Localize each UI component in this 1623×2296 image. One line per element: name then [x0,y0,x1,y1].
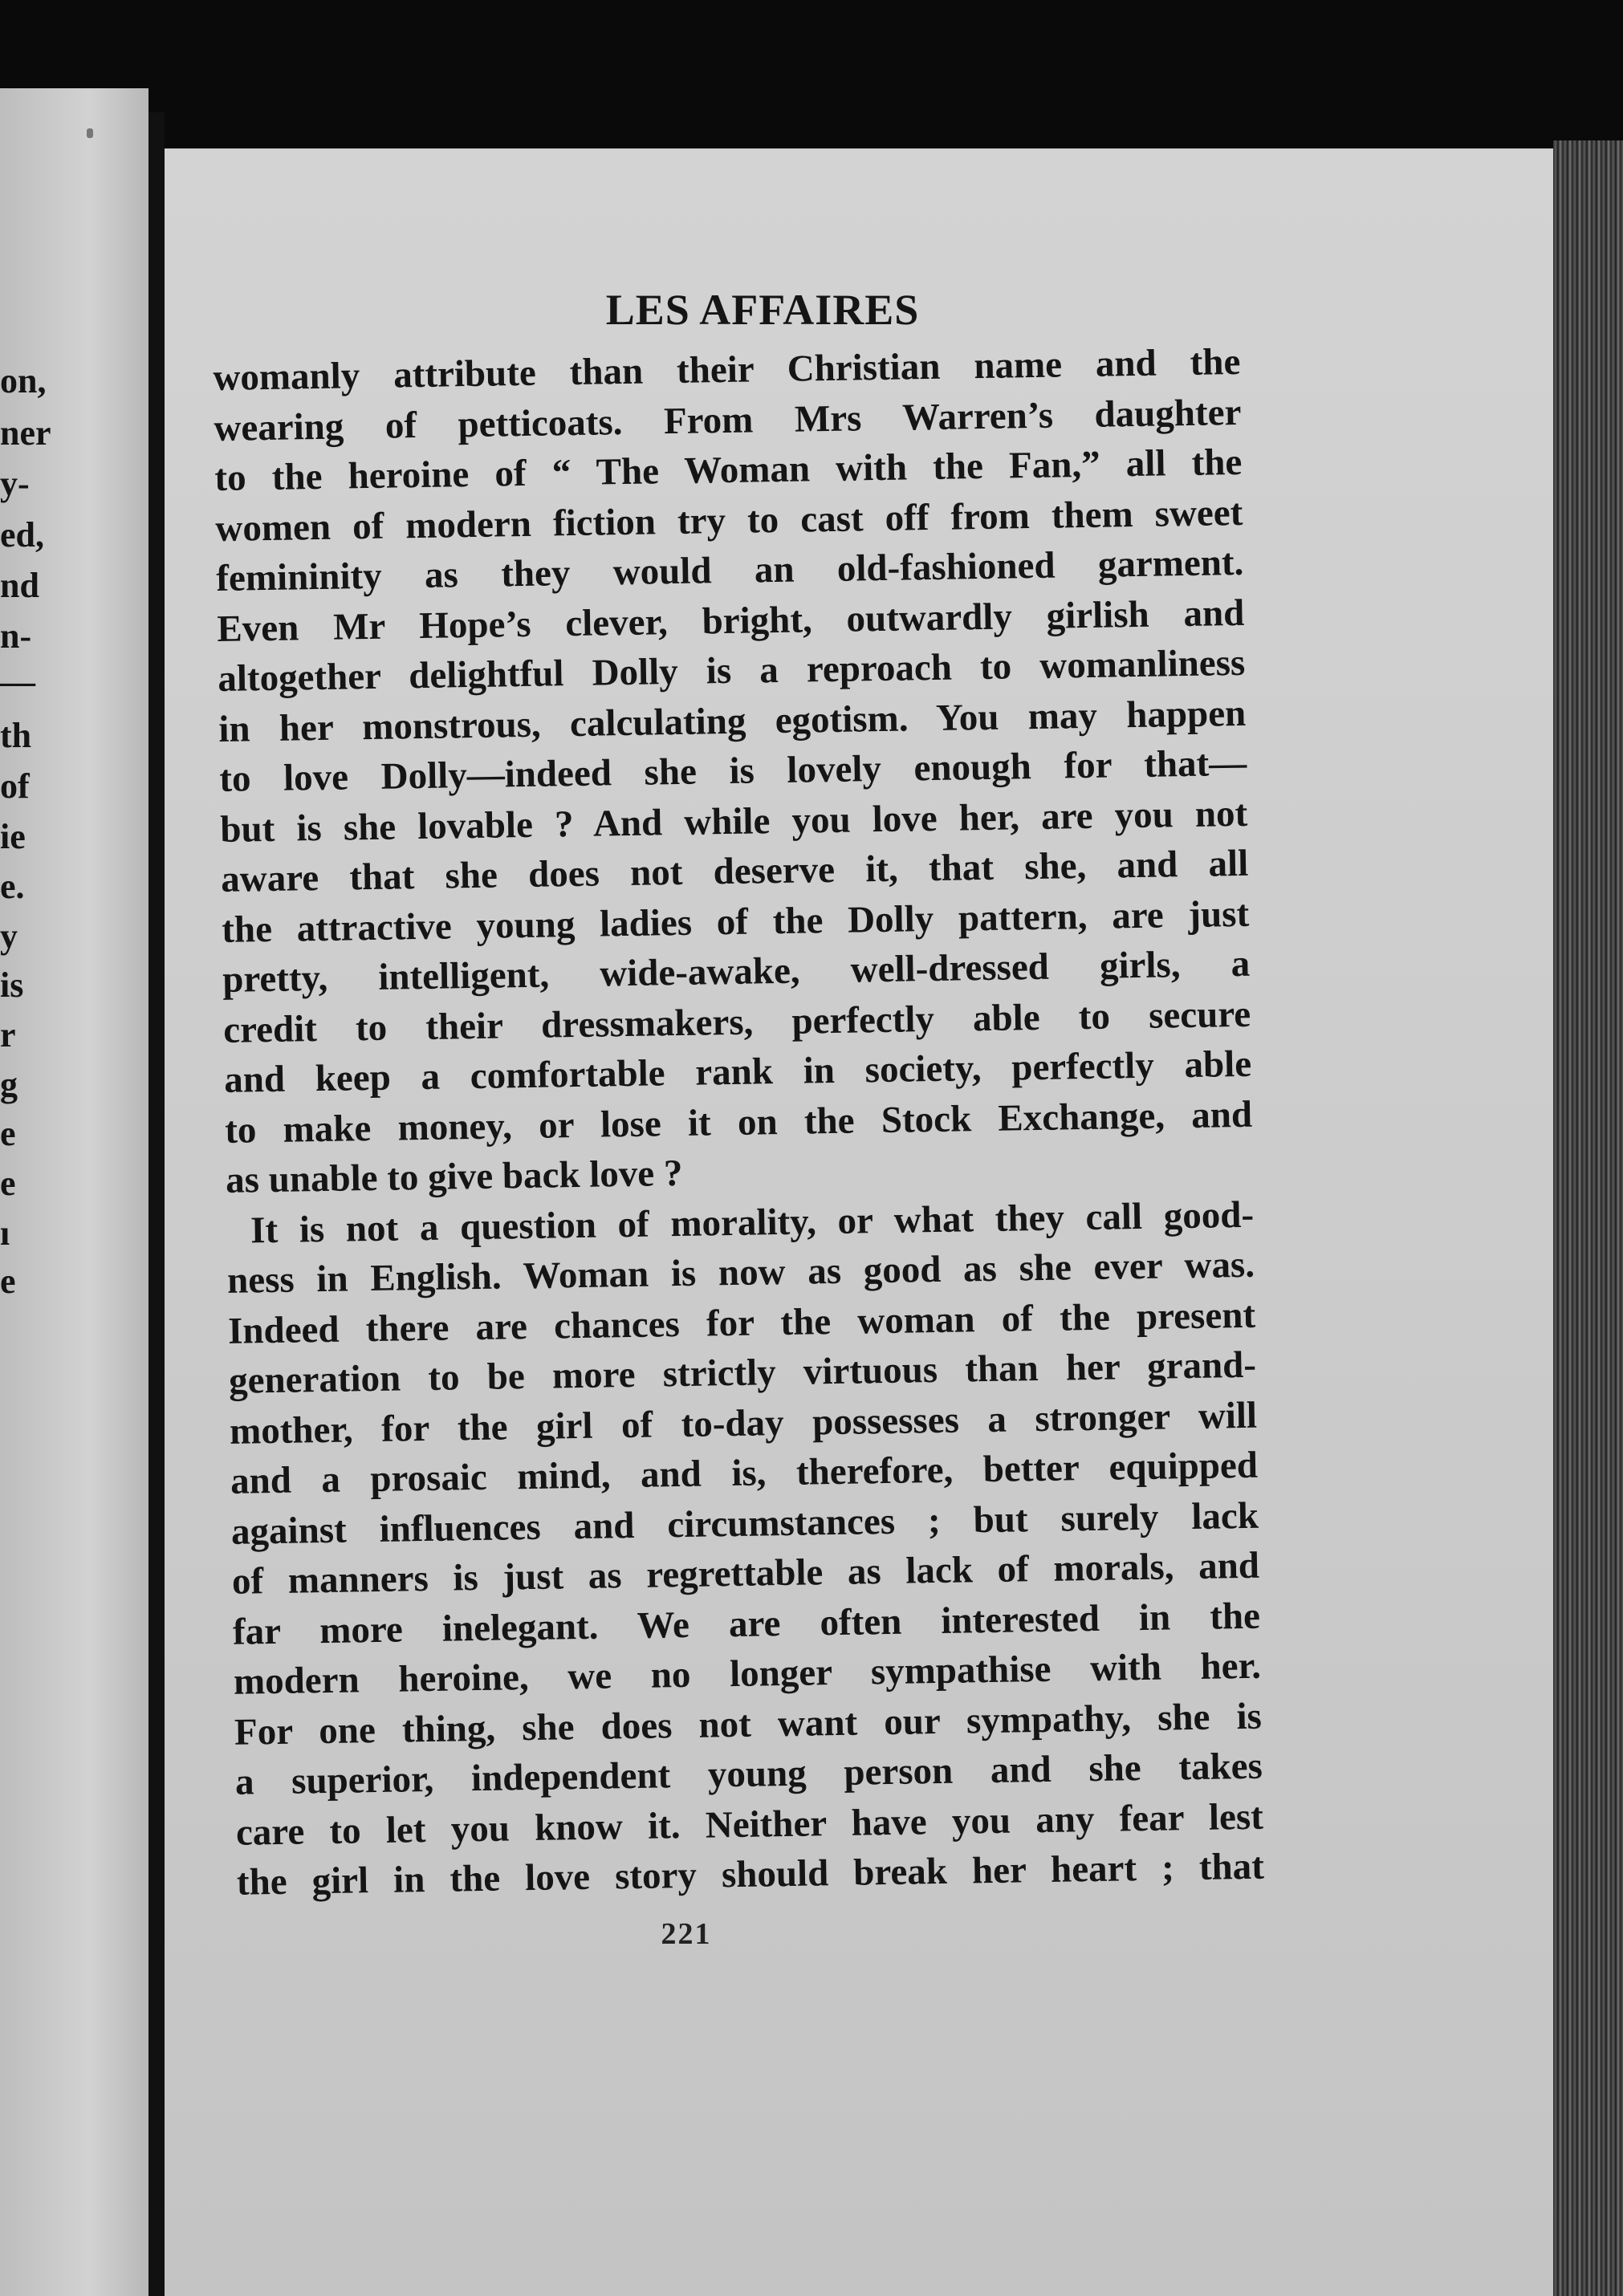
text-line: the attractive young ladies of the Dolly pattern, are just [221,892,1250,951]
facing-page [0,88,148,2296]
text-line: modern heroine, we no longer sympathise with her. [233,1644,1262,1703]
text-line: women of modern fiction try to cast off from them sweet [215,491,1243,550]
text-line: mother, for the girl of to-day possesses a stronger will [229,1394,1258,1453]
text-line: to make money, or lose it on the Stock Exchange, and [224,1093,1253,1152]
text-line: It is not a question of morality, or what they call good- [250,1193,1255,1251]
text-line: a superior, independent young person and she takes [234,1745,1263,1803]
scan-speck [87,128,93,138]
text-line: care to let you know it. Neither have you any fear lest [235,1795,1264,1854]
text-line: Indeed there are chances for the woman of the present [227,1294,1256,1352]
facing-page-fragment: ner [0,413,51,453]
text-line: and a prosaic mind, and is, therefore, better equipped [230,1444,1259,1502]
text-line: the girl in the love story should break her heart ; that [236,1845,1265,1904]
facing-page-fragment: y- [0,464,30,503]
facing-page-fragment: of [0,766,30,806]
facing-page-fragment: — [0,662,35,701]
text-line: to love Dolly—indeed she is lovely enough for that— [218,742,1247,800]
facing-page-fragment: is [0,965,24,1005]
text-line: against influences and circumstances ; but surely lack [230,1494,1259,1553]
text-line: but is she lovable ? And while you love her, are you not [219,792,1248,851]
text-line: to the heroine of “ The Woman with the Fan,” all the [214,441,1243,499]
text-line: credit to their dressmakers, perfectly able to secure [222,993,1251,1051]
facing-page-fragment: e [0,1262,16,1301]
page-edges [1553,140,1623,2296]
text-line: as unable to give back love ? [225,1152,683,1201]
page-number: 221 [661,1917,712,1951]
text-line: Even Mr Hope’s clever, bright, outwardly girlish and [216,591,1245,650]
facing-page-fragment: ie [0,817,26,856]
text-line: womanly attribute than their Christian name and the [213,340,1241,399]
text-line: and keep a comfortable rank in society, perfectly able [223,1042,1252,1101]
facing-page-fragment: y [0,916,18,956]
facing-page-fragment: n- [0,616,32,656]
text-line: For one thing, she does not want our sympathy, she is [234,1695,1263,1753]
facing-page-fragment: th [0,716,32,755]
facing-page-fragment: on, [0,361,47,400]
text-line: pretty, intelligent, wide-awake, well-dressed girls, a [222,942,1251,1001]
facing-page-fragment: g [0,1065,18,1104]
text-line: altogether delightful Dolly is a reproach to womanliness [217,641,1246,700]
facing-page-fragment: ı [0,1213,10,1253]
text-line: far more inelegant. We are often interested in the [232,1595,1261,1653]
body-text [213,337,1264,1908]
text-line: in her monstrous, calculating egotism. You may happen [218,692,1247,750]
facing-page-fragment: e [0,1114,16,1153]
facing-page-fragment: e [0,1164,16,1203]
facing-page-fragment: nd [0,566,39,605]
facing-page-fragment: r [0,1015,16,1055]
facing-page-fragment: e. [0,867,25,906]
text-line: ness in English. Woman is now as good as she ever was. [226,1243,1255,1302]
text-line: aware that she does not deserve it, that she, and all [220,842,1249,900]
text-line: of manners is just as regrettable as lack of morals, and [231,1544,1260,1603]
text-line: femininity as they would an old-fashioned garment. [216,541,1244,599]
book-spine [148,112,165,2296]
facing-page-fragment: ed, [0,515,44,555]
text-line: wearing of petticoats. From Mrs Warren’s daughter [214,391,1242,449]
text-line: generation to be more strictly virtuous than her grand- [228,1343,1257,1402]
running-head: LES AFFAIRES [605,286,920,334]
